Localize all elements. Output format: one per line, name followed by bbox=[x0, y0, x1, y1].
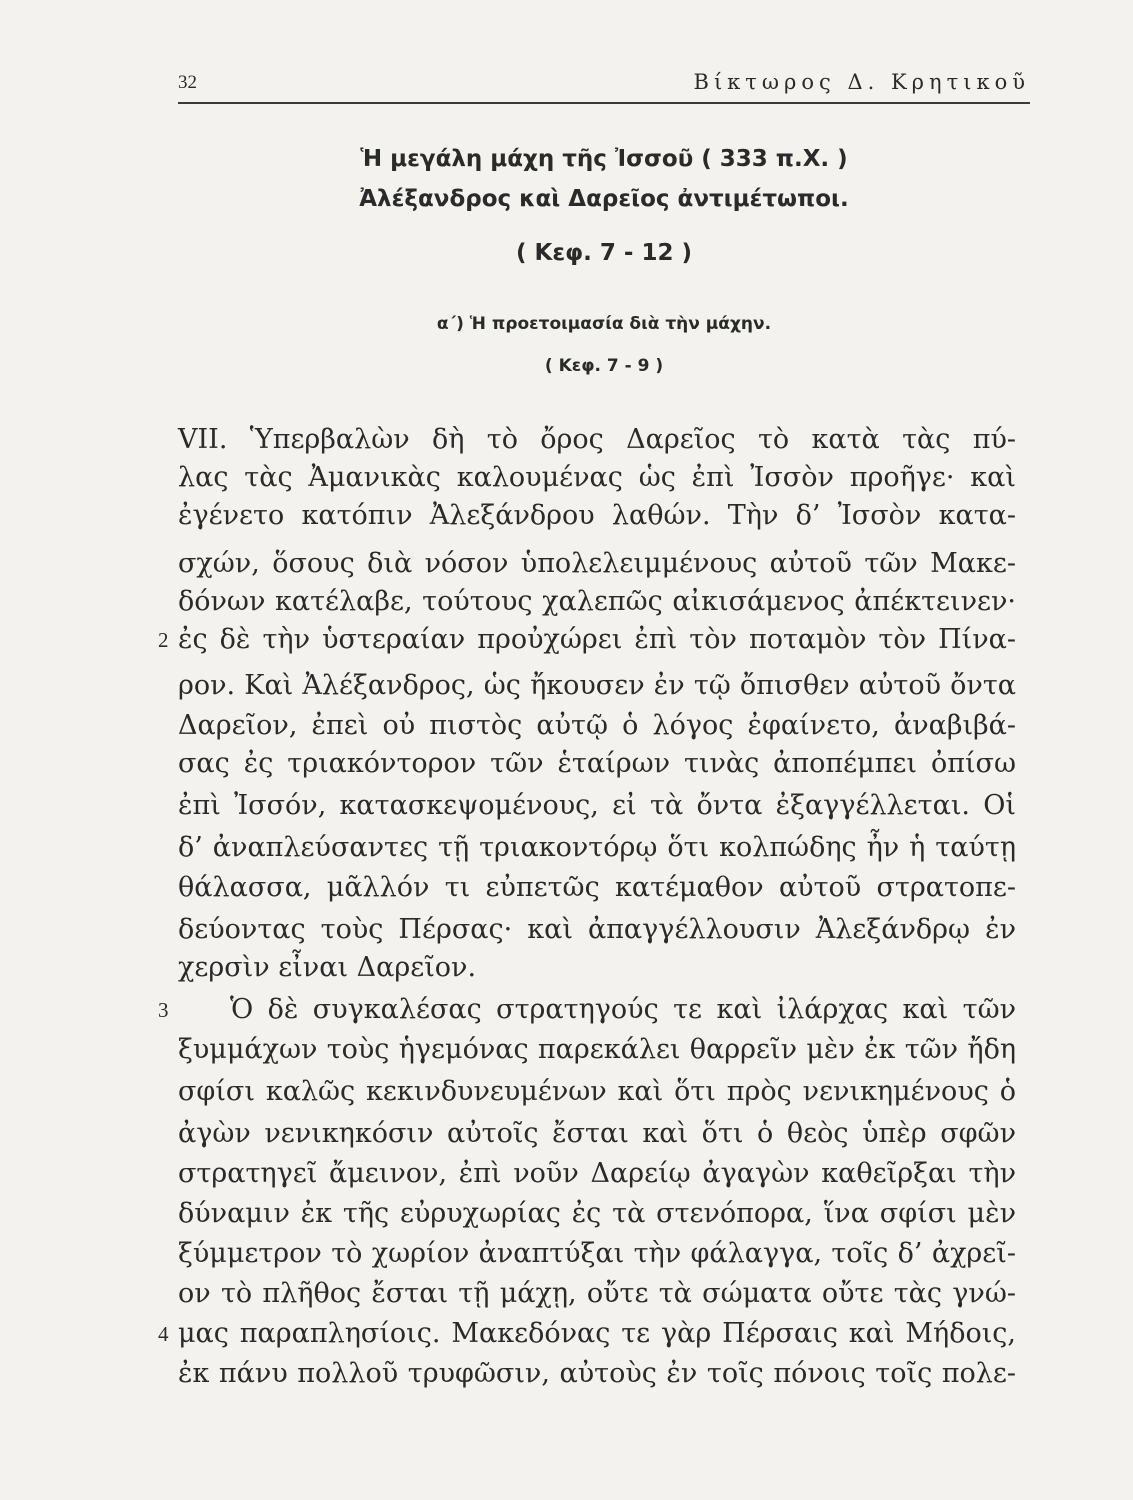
text-line: ρον. Καὶ Ἀλέξανδρος, ὡς ἤκουσεν ἐν τῷ ὄπισθεν αὐτοῦ ὄντα bbox=[178, 670, 1016, 701]
chapter-range: ( Κεφ. 7 - 12 ) bbox=[516, 240, 692, 266]
title-line-2: Ἀλέξανδρος καὶ Δαρεῖος ἀντιμέτωποι. bbox=[359, 186, 849, 212]
text-line: VII. Ὑπερβαλὼν δὴ τὸ ὄρος Δαρεῖος τὸ κατὰ τὰς πύ- bbox=[178, 424, 1016, 455]
text-line: στρατηγεῖ ἄμεινον, ἐπὶ νοῦν Δαρείῳ ἀγαγὼν καθεῖρξαι τὴν bbox=[178, 1158, 1016, 1189]
section-subtitle: α΄) Ἡ προετοιμασία διὰ τὴν μάχην. bbox=[436, 314, 772, 334]
text-line: ἐκ πάνυ πολλοῦ τρυφῶσιν, αὐτοὺς ἐν τοῖς πόνοις τοῖς πολε- bbox=[178, 1358, 1016, 1389]
text-line: σχών, ὅσους διὰ νόσον ὑπολελειμμένους αὐτοῦ τῶν Μακε- bbox=[178, 548, 1016, 579]
text-line: θάλασσα, μᾶλλόν τι εὐπετῶς κατέμαθον αὐτοῦ στρατοπε- bbox=[178, 872, 1016, 903]
text-line: δεύοντας τοὺς Πέρσας· καὶ ἀπαγγέλλουσιν Ἀλεξάνδρῳ ἐν bbox=[178, 914, 1016, 945]
text-line: δόνων κατέλαβε, τούτους χαλεπῶς αἰκισάμενος ἀπέκτεινεν· bbox=[178, 586, 1016, 617]
title-line-1: Ἡ μεγάλη μάχη τῆς Ἰσσοῦ ( 333 π.Χ. ) bbox=[360, 146, 848, 172]
text-line: Δαρεῖον, ἐπεὶ οὐ πιστὸς αὐτῷ ὁ λόγος ἐφαίνετο, ἀναβιβά- bbox=[178, 710, 1016, 741]
text-line: Ὁ δὲ συγκαλέσας στρατηγούς τε καὶ ἰλάρχας καὶ τῶν bbox=[230, 994, 1016, 1025]
running-head: Βίκτωρος Δ. Κρητικοῦ bbox=[693, 70, 1030, 94]
text-line: δύναμιν ἐκ τῆς εὐρυχωρίας ἐς τὰ στενόπορα, ἵνα σφίσι μὲν bbox=[178, 1198, 1016, 1229]
text-line: ἀγὼν νενικηκόσιν αὐτοῖς ἔσται καὶ ὅτι ὁ θεὸς ὑπὲρ σφῶν bbox=[178, 1118, 1016, 1149]
page-header bbox=[178, 70, 1030, 104]
text-line: μας παραπλησίοις. Μακεδόνας τε γὰρ Πέρσαις καὶ Μήδοις, bbox=[178, 1318, 1016, 1349]
text-line: ἐγένετο κατόπιν Ἀλεξάνδρου λαθών. Τὴν δ’ Ἰσσὸν κατα- bbox=[178, 500, 1016, 531]
page-number: 32 bbox=[178, 72, 197, 93]
text-line: σας ἐς τριακόντορον τῶν ἑταίρων τινὰς ἀποπέμπει ὀπίσω bbox=[178, 748, 1016, 779]
text-line: ξυμμάχων τοὺς ἡγεμόνας παρεκάλει θαρρεῖν μὲν ἐκ τῶν ἤδη bbox=[178, 1034, 1016, 1065]
text-line: χερσὶν εἶναι Δαρεῖον. bbox=[178, 952, 477, 983]
text-line: ξύμμετρον τὸ χωρίον ἀναπτύξαι τὴν φάλαγγα, τοῖς δ’ ἀχρεῖ- bbox=[178, 1238, 1016, 1269]
margin-section-number: 2 bbox=[158, 628, 169, 652]
margin-section-number: 4 bbox=[158, 1322, 169, 1346]
text-line: σφίσι καλῶς κεκινδυνευμένων καὶ ὅτι πρὸς νενικημένους ὁ bbox=[178, 1076, 1016, 1107]
text-line: λας τὰς Ἀμανικὰς καλουμένας ὡς ἐπὶ Ἰσσὸν προῆγε· καὶ bbox=[178, 462, 1016, 493]
margin-section-number: 3 bbox=[158, 998, 169, 1022]
text-line: ον τὸ πλῆθος ἔσται τῇ μάχῃ, οὔτε τὰ σώματα οὔτε τὰς γνώ- bbox=[178, 1278, 1016, 1309]
text-line: ἐς δὲ τὴν ὑστεραίαν προὐχώρει ἐπὶ τὸν ποταμὸν τὸν Πίνα- bbox=[178, 624, 1016, 655]
section-chapter-range: ( Κεφ. 7 - 9 ) bbox=[544, 356, 664, 376]
text-line: δ’ ἀναπλεύσαντες τῇ τριακοντόρῳ ὅτι κολπώδης ἦν ἡ ταύτῃ bbox=[178, 832, 1016, 863]
text-line: ἐπὶ Ἰσσόν, κατασκεψομένους, εἰ τὰ ὄντα ἐξαγγέλλεται. Οἱ bbox=[178, 790, 1016, 821]
